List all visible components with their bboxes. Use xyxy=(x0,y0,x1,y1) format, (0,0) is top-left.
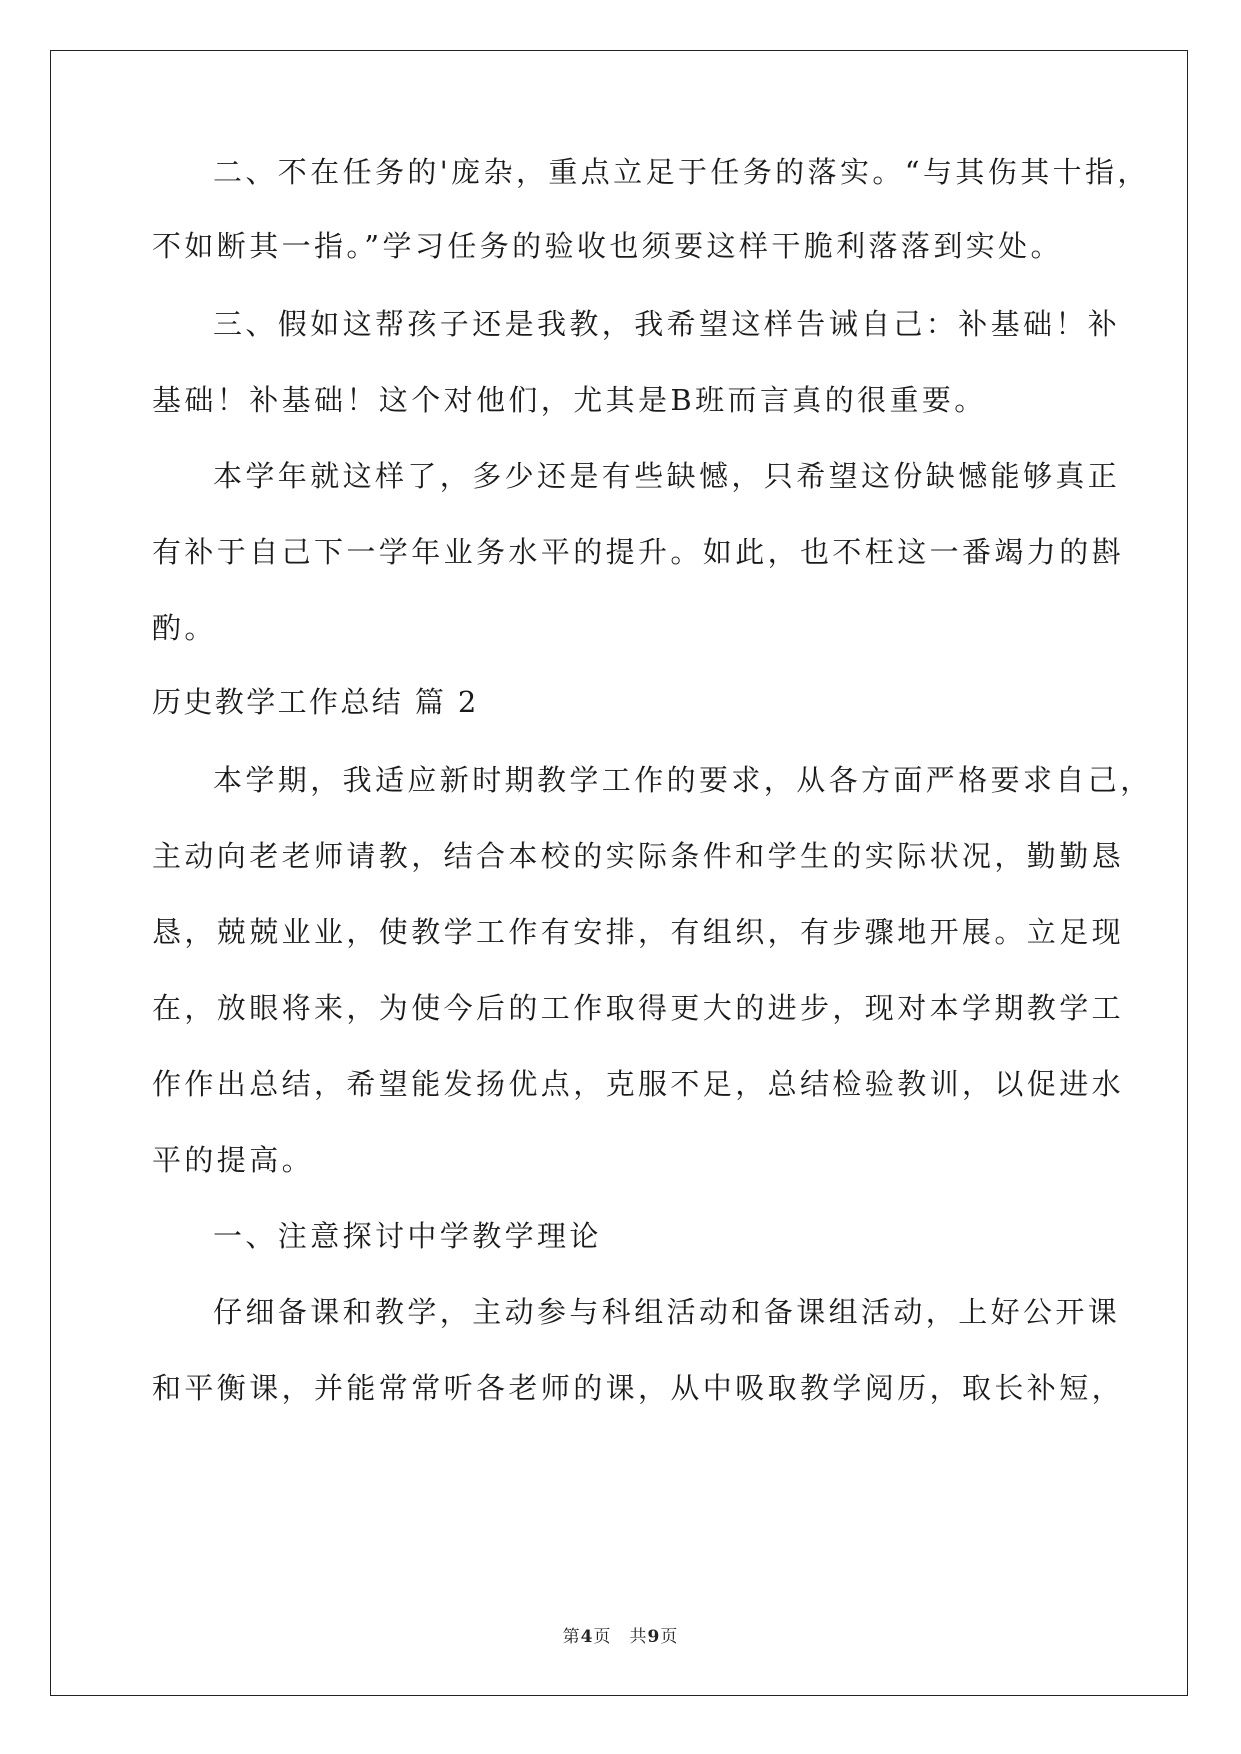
paragraph-5-line-2: 和平衡课，并能常常听各老师的课，从中吸取教学阅历，取长补短， xyxy=(152,1371,1125,1405)
paragraph-4-line-4: 在，放眼将来，为使今后的工作取得更大的进步，现对本学期教学工 xyxy=(152,991,1125,1025)
section-heading: 历史教学工作总结 篇 2 xyxy=(152,685,479,719)
page-footer xyxy=(0,1622,1241,1647)
footer-total-suffix: 页 xyxy=(660,1627,679,1647)
footer-page-suffix: 页 xyxy=(593,1627,612,1647)
paragraph-2-line-1: 三、假如这帮孩子还是我教，我希望这样告诫自己：补基础！补 xyxy=(213,307,1121,341)
footer-page-prefix: 第 xyxy=(562,1627,581,1647)
footer-page-total: 9 xyxy=(647,1627,661,1647)
paragraph-1-line-1: 二、不在任务的'庞杂，重点立足于任务的落实。“与其伤其十指， xyxy=(213,155,1150,189)
paragraph-4-line-6: 平的提高。 xyxy=(152,1143,315,1177)
paragraph-4-line-5: 作作出总结，希望能发扬优点，克服不足，总结检验教训，以促进水 xyxy=(152,1067,1125,1101)
paragraph-2-line-2: 基础！补基础！这个对他们，尤其是B班而言真的很重要。 xyxy=(152,383,987,417)
paragraph-3-line-2: 有补于自己下一学年业务水平的提升。如此，也不枉这一番竭力的斟 xyxy=(152,535,1125,569)
paragraph-3-line-1: 本学年就这样了，多少还是有些缺憾，只希望这份缺憾能够真正 xyxy=(213,459,1121,493)
footer-page-current: 4 xyxy=(580,1627,594,1647)
paragraph-4-line-1: 本学期，我适应新时期教学工作的要求，从各方面严格要求自己， xyxy=(213,763,1153,797)
paragraph-1-line-2: 不如断其一指。”学习任务的验收也须要这样干脆利落落到实处。 xyxy=(152,229,1063,263)
subheading-1: 一、注意探讨中学教学理论 xyxy=(213,1219,602,1253)
paragraph-4-line-3: 恳，兢兢业业，使教学工作有安排，有组织，有步骤地开展。立足现 xyxy=(152,915,1125,949)
paragraph-5-line-1: 仔细备课和教学，主动参与科组活动和备课组活动，上好公开课 xyxy=(213,1295,1121,1329)
footer-total-prefix: 共 xyxy=(629,1627,648,1647)
paragraph-3-line-3: 酌。 xyxy=(152,611,217,645)
page-border xyxy=(50,50,1188,1696)
paragraph-4-line-2: 主动向老老师请教，结合本校的实际条件和学生的实际状况，勤勤恳 xyxy=(152,839,1125,873)
